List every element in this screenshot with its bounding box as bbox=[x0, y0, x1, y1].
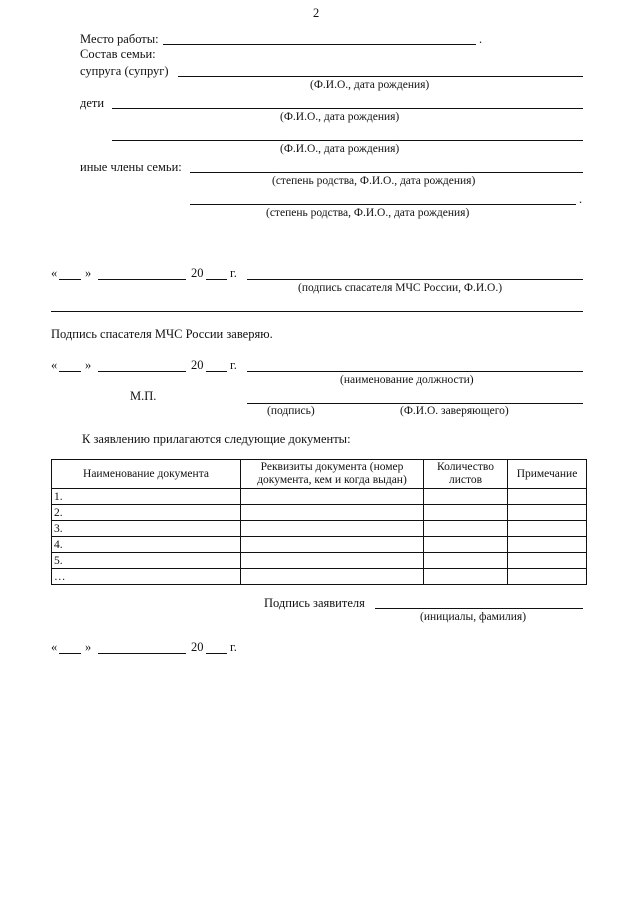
quote-open: « bbox=[51, 358, 58, 372]
quote-close: » bbox=[85, 640, 92, 654]
table-cell[interactable] bbox=[241, 537, 424, 553]
year-field[interactable] bbox=[206, 279, 227, 280]
other-members-label: иные члены семьи: bbox=[80, 160, 182, 174]
table-cell[interactable] bbox=[424, 537, 508, 553]
day-field[interactable] bbox=[59, 653, 81, 654]
table-header-row bbox=[52, 460, 587, 489]
month-field[interactable] bbox=[98, 653, 186, 654]
row-number[interactable]: 3. bbox=[52, 521, 241, 537]
table-cell[interactable] bbox=[508, 489, 587, 505]
header-sheet-count: Количество листов bbox=[424, 460, 508, 489]
table-row bbox=[52, 569, 587, 585]
page-number: 2 bbox=[313, 6, 320, 20]
table-cell[interactable] bbox=[424, 489, 508, 505]
other-member-period: . bbox=[579, 192, 583, 206]
spouse-field[interactable] bbox=[178, 76, 583, 77]
year-field[interactable] bbox=[206, 653, 227, 654]
row-number[interactable]: 5. bbox=[52, 553, 241, 569]
other-member-2-field[interactable] bbox=[190, 204, 576, 205]
quote-open: « bbox=[51, 640, 58, 654]
table-cell[interactable] bbox=[508, 537, 587, 553]
table-cell[interactable] bbox=[241, 505, 424, 521]
table-cell[interactable] bbox=[508, 521, 587, 537]
certifier-hint: (Ф.И.О. заверяющего) bbox=[400, 405, 509, 417]
table-row bbox=[52, 537, 587, 553]
applicant-signature-field[interactable] bbox=[375, 608, 583, 609]
spouse-label: супруга (супруг) bbox=[80, 64, 169, 78]
rescuer-signature-hint: (подпись спасателя МЧС России, Ф.И.О.) bbox=[298, 282, 503, 294]
quote-close: » bbox=[85, 358, 92, 372]
table-cell[interactable] bbox=[241, 521, 424, 537]
table-cell[interactable] bbox=[508, 553, 587, 569]
child-2-field[interactable] bbox=[112, 140, 583, 141]
other-member-2-hint: (степень родства, Ф.И.О., дата рождения) bbox=[266, 207, 470, 219]
signature-hint: (подпись) bbox=[267, 405, 315, 417]
table-cell[interactable] bbox=[424, 505, 508, 521]
year-prefix: 20 bbox=[191, 266, 204, 280]
other-member-1-field[interactable] bbox=[190, 172, 583, 173]
position-field[interactable] bbox=[247, 371, 583, 372]
year-suffix: г. bbox=[230, 358, 237, 372]
table-cell[interactable] bbox=[241, 553, 424, 569]
quote-open: « bbox=[51, 266, 58, 280]
year-prefix: 20 bbox=[191, 358, 204, 372]
table-row bbox=[52, 553, 587, 569]
year-field[interactable] bbox=[206, 371, 227, 372]
work-place-field[interactable] bbox=[163, 44, 476, 45]
other-member-1-hint: (степень родства, Ф.И.О., дата рождения) bbox=[272, 175, 476, 187]
row-number[interactable]: … bbox=[52, 569, 241, 585]
initials-hint: (инициалы, фамилия) bbox=[420, 611, 527, 623]
position-hint: (наименование должности) bbox=[340, 374, 474, 386]
day-field[interactable] bbox=[59, 279, 81, 280]
row-number[interactable]: 4. bbox=[52, 537, 241, 553]
child-1-hint: (Ф.И.О., дата рождения) bbox=[280, 111, 400, 123]
table-row bbox=[52, 489, 587, 505]
table-cell[interactable] bbox=[508, 505, 587, 521]
seal-label: М.П. bbox=[130, 389, 157, 403]
table-row bbox=[52, 521, 587, 537]
table-cell[interactable] bbox=[424, 521, 508, 537]
work-place-label: Место работы: bbox=[80, 32, 159, 46]
year-suffix: г. bbox=[230, 640, 237, 654]
spouse-hint: (Ф.И.О., дата рождения) bbox=[310, 79, 430, 91]
table-cell[interactable] bbox=[424, 569, 508, 585]
children-label: дети bbox=[80, 96, 105, 110]
attached-intro: К заявлению прилагаются следующие документы: bbox=[82, 432, 351, 446]
work-place-period: . bbox=[479, 32, 483, 46]
separator-line bbox=[51, 311, 583, 312]
applicant-signature-label: Подпись заявителя bbox=[264, 596, 365, 610]
day-field[interactable] bbox=[59, 371, 81, 372]
table-row bbox=[52, 505, 587, 521]
child-1-field[interactable] bbox=[112, 108, 583, 109]
month-field[interactable] bbox=[98, 371, 186, 372]
year-suffix: г. bbox=[230, 266, 237, 280]
table-cell[interactable] bbox=[241, 489, 424, 505]
quote-close: » bbox=[85, 266, 92, 280]
year-prefix: 20 bbox=[191, 640, 204, 654]
child-2-hint: (Ф.И.О., дата рождения) bbox=[280, 143, 400, 155]
header-note: Примечание bbox=[508, 460, 587, 489]
documents-table bbox=[51, 459, 587, 585]
header-document-details: Реквизиты документа (номер документа, кем и когда выдан) bbox=[241, 460, 424, 489]
family-composition-label: Состав семьи: bbox=[80, 47, 156, 61]
table-cell[interactable] bbox=[241, 569, 424, 585]
table-cell[interactable] bbox=[424, 553, 508, 569]
month-field[interactable] bbox=[98, 279, 186, 280]
row-number[interactable]: 1. bbox=[52, 489, 241, 505]
certify-text: Подпись спасателя МЧС России заверяю. bbox=[51, 327, 273, 341]
table-cell[interactable] bbox=[508, 569, 587, 585]
row-number[interactable]: 2. bbox=[52, 505, 241, 521]
certifier-signature-field[interactable] bbox=[247, 403, 583, 404]
header-document-name: Наименование документа bbox=[52, 460, 241, 489]
rescuer-signature-field[interactable] bbox=[247, 279, 583, 280]
